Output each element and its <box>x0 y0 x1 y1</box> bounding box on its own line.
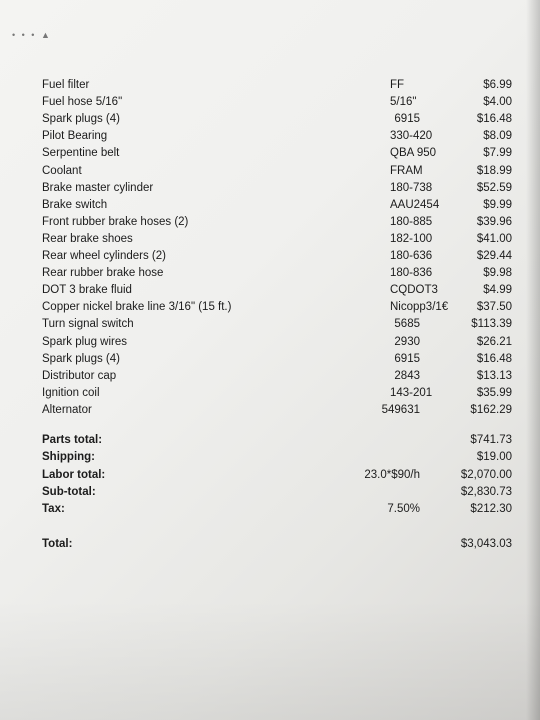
summary-label: Shipping: <box>42 451 96 464</box>
item-price: $18.99 <box>476 164 512 177</box>
summary-label: Tax: <box>42 503 65 516</box>
summary-value: $2,070.00 <box>460 468 512 481</box>
item-part-number: AAU2454 <box>390 198 440 211</box>
item-description: Spark plug wires <box>42 335 128 348</box>
item-description: Front rubber brake hoses (2) <box>42 215 189 228</box>
item-description: Rear rubber brake hose <box>42 267 164 280</box>
item-description: Copper nickel brake line 3/16" (15 ft.) <box>42 301 232 314</box>
item-part-number: FF <box>390 79 405 91</box>
item-row <box>0 147 540 164</box>
item-row <box>0 318 540 335</box>
item-row <box>0 284 540 301</box>
item-row <box>0 387 540 404</box>
item-part-number: 6915 <box>394 113 420 126</box>
item-description: Ignition coil <box>42 386 100 399</box>
item-price: $29.44 <box>476 250 512 262</box>
item-row <box>0 267 540 284</box>
summary-label: Sub-total: <box>42 485 96 498</box>
item-price: $39.96 <box>476 215 512 228</box>
item-part-number: 5685 <box>394 318 420 331</box>
total-row <box>0 538 540 555</box>
summary-label: Parts total: <box>42 434 103 446</box>
item-price: $7.99 <box>483 147 512 160</box>
summary-row <box>0 486 540 503</box>
scribble-marks: • • • ▲ <box>12 30 52 40</box>
item-description: Rear brake shoes <box>42 232 133 245</box>
item-row <box>0 79 540 96</box>
item-description: Serpentine belt <box>42 147 120 160</box>
item-part-number: 180-836 <box>390 267 433 280</box>
item-row <box>0 199 540 216</box>
summary-row <box>0 503 540 520</box>
item-part-number: QBA 950 <box>390 147 437 160</box>
item-row <box>0 233 540 250</box>
item-price: $4.00 <box>483 96 512 109</box>
item-price: $37.50 <box>476 301 512 314</box>
item-part-number: 5/16" <box>390 96 417 109</box>
item-row <box>0 336 540 353</box>
item-price: $35.99 <box>476 386 512 399</box>
summary-detail: 23.0*$90/h <box>364 468 420 481</box>
item-part-number: 330-420 <box>390 130 433 143</box>
item-part-number: 143-201 <box>390 386 433 399</box>
item-description: Brake switch <box>42 198 108 211</box>
item-price: $13.13 <box>476 369 512 382</box>
item-price: $4.99 <box>483 284 512 297</box>
item-price: $9.99 <box>483 198 512 211</box>
item-description: Spark plugs (4) <box>42 113 120 126</box>
summary-row <box>0 434 540 451</box>
summary-detail: 7.50% <box>387 503 420 516</box>
item-row <box>0 96 540 113</box>
summary-value: $212.30 <box>470 503 512 516</box>
summary-label: Labor total: <box>42 468 106 481</box>
item-row <box>0 130 540 147</box>
summary-row <box>0 469 540 486</box>
item-part-number: 2843 <box>394 369 420 382</box>
item-price: $113.39 <box>471 318 512 331</box>
item-row <box>0 165 540 182</box>
item-row <box>0 404 540 421</box>
item-row <box>0 301 540 318</box>
item-price: $52.59 <box>476 181 512 194</box>
summary-value: $741.73 <box>470 434 512 446</box>
item-description: Distributor cap <box>42 369 117 382</box>
summary-value: $19.00 <box>476 451 512 464</box>
item-description: Fuel hose 5/16" <box>42 96 123 109</box>
item-part-number: 180-885 <box>390 215 433 228</box>
item-description: Rear wheel cylinders (2) <box>42 250 166 262</box>
item-description: Alternator <box>42 403 92 416</box>
item-price: $162.29 <box>470 403 512 416</box>
item-row <box>0 182 540 199</box>
item-row <box>0 353 540 370</box>
summary-value: $2,830.73 <box>460 485 512 498</box>
item-row <box>0 113 540 130</box>
item-part-number: 6915 <box>394 352 420 365</box>
item-part-number: 182-100 <box>390 232 433 245</box>
item-price: $16.48 <box>476 352 512 365</box>
total-label: Total: <box>42 538 73 550</box>
item-price: $16.48 <box>476 113 512 126</box>
item-row <box>0 370 540 387</box>
item-description: Spark plugs (4) <box>42 352 120 365</box>
item-description: DOT 3 brake fluid <box>42 284 132 297</box>
item-price: $9.98 <box>483 267 512 280</box>
item-price: $6.99 <box>483 79 512 91</box>
item-description: Fuel filter <box>42 79 90 91</box>
item-row <box>0 216 540 233</box>
item-part-number: CQDOT3 <box>390 284 438 297</box>
paper-bottom-shade <box>0 600 540 720</box>
item-price: $26.21 <box>476 335 512 348</box>
item-description: Turn signal switch <box>42 318 134 331</box>
item-price: $8.09 <box>483 130 512 143</box>
item-description: Coolant <box>42 164 82 177</box>
item-row <box>0 250 540 267</box>
total-value: $3,043.03 <box>460 538 512 550</box>
summary-row <box>0 451 540 468</box>
item-description: Pilot Bearing <box>42 130 108 143</box>
item-description: Brake master cylinder <box>42 181 154 194</box>
item-price: $41.00 <box>476 232 512 245</box>
item-part-number: 180-738 <box>390 181 433 194</box>
item-part-number: 549631 <box>381 403 420 416</box>
item-part-number: 2930 <box>394 335 420 348</box>
item-part-number: Nicopp3/1€ <box>390 301 449 314</box>
item-part-number: FRAM <box>390 164 423 177</box>
item-part-number: 180-636 <box>390 250 433 262</box>
